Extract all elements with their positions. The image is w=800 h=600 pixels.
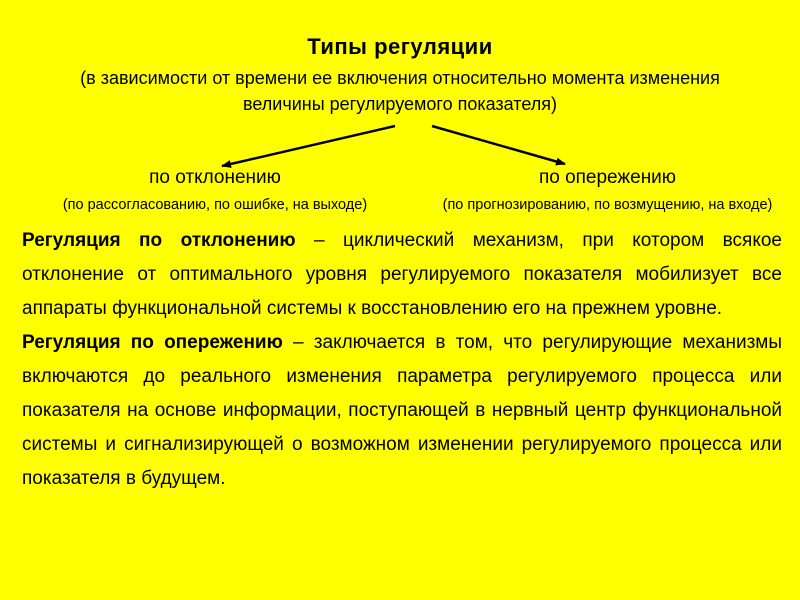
definition-deviation-term: Регуляция по отклонению [22,230,296,251]
slide-subtitle: (в зависимости от времени ее включения относительно момента изменения величины регулируемого показателя) [80,68,720,114]
definitions [22,224,782,496]
definition-deviation [22,224,782,326]
branch-anticipation-label: по опережению [538,167,677,188]
branch-deviation-label: по отклонению [149,167,281,188]
definition-anticipation-term: Регуляция по опережению [22,332,283,353]
definition-deviation-text: – циклический механизм, при котором всякое отклонение от оптимального уровня регулируемого показателя мобилизует все аппараты функциональной системы к восстановлению его на прежнем уровне. [22,230,782,319]
arrow-right [432,126,565,164]
definition-anticipation-text: – заключается в том, что регулирующие механизмы включаются до реального изменения параметра регулируемого процесса или показателя на основе информации, поступающей в нервный центр функциональной системы и сигнализирующей о возможном изменении регулируемого процесса или показателя в будущем. [22,332,782,489]
branch-anticipation-note: (по прогнозированию, по возмущению, на входе) [442,197,773,213]
definition-anticipation [22,326,782,496]
arrow-left [222,126,395,166]
slide-title: Типы регуляции [307,34,493,59]
branch-anticipation [420,166,795,215]
branch-deviation [20,166,410,215]
branch-deviation-note: (по рассогласованию, по ошибке, на выходе) [62,197,368,213]
